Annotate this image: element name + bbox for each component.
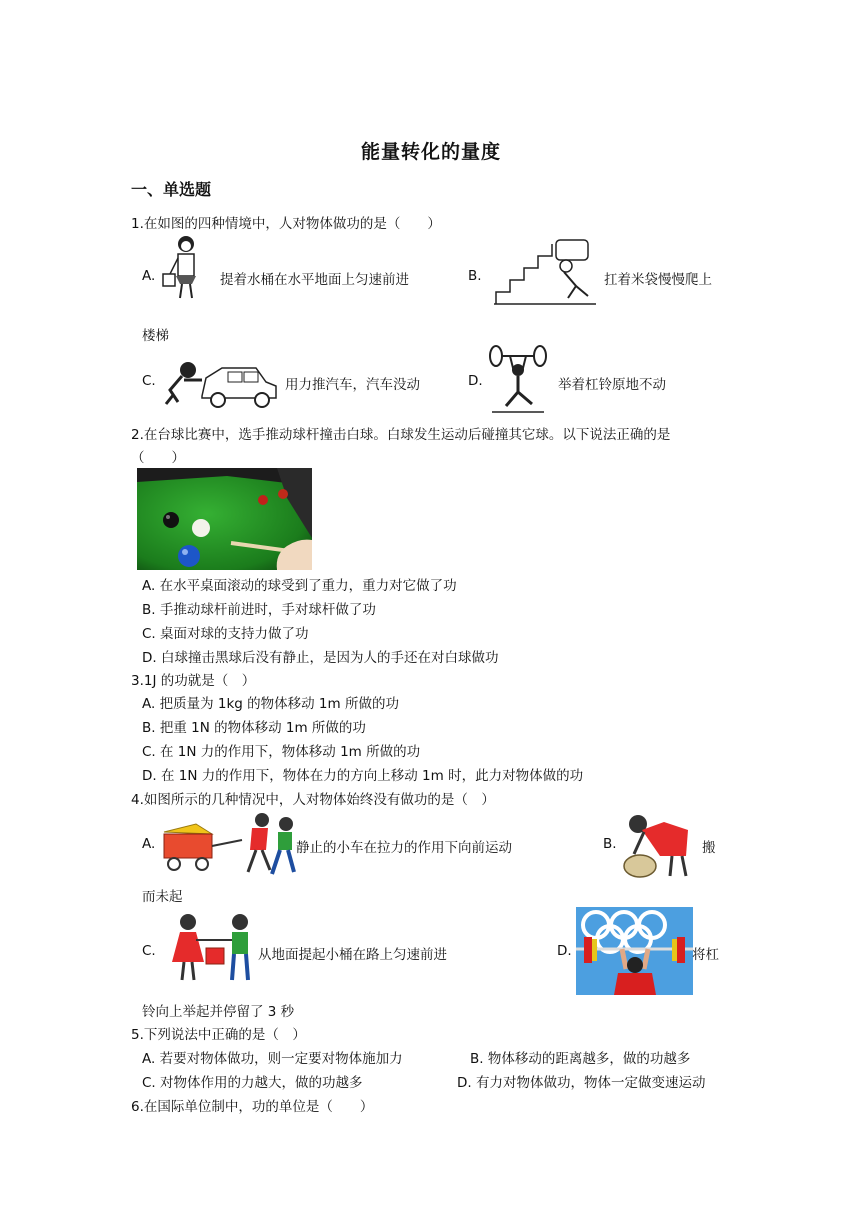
q4-option-b-text-cont: 而未起 <box>142 889 183 905</box>
q2-option-c: C. 桌面对球的支持力做了功 <box>142 626 309 642</box>
billiards-table-photo <box>137 468 312 570</box>
q3-option-a: A. 把质量为 1kg 的物体移动 1m 所做的功 <box>142 696 399 712</box>
q5-option-d: D. 有力对物体做功，物体一定做变速运动 <box>457 1075 706 1091</box>
q2-stem: 2.在台球比赛中，选手推动球杆撞击白球。白球发生运动后碰撞其它球。以下说法正确的是 <box>131 427 671 443</box>
q5-option-b: B. 物体移动的距离越多，做的功越多 <box>470 1051 691 1067</box>
q4-option-c-text: 从地面提起小桶在路上匀速前进 <box>258 947 447 963</box>
q4-option-b-text: 搬 <box>702 840 716 856</box>
q4-option-b-label: B. <box>603 836 617 852</box>
q4-stem: 4.如图所示的几种情况中，人对物体始终没有做功的是（ ） <box>131 792 495 808</box>
q4-option-a-text: 静止的小车在拉力的作用下向前运动 <box>296 840 512 856</box>
q1-option-b-label: B. <box>468 268 482 284</box>
q5-stem: 5.下列说法中正确的是（ ） <box>131 1027 306 1043</box>
q1-option-c-text: 用力推汽车，汽车没动 <box>285 377 420 393</box>
q2-option-b: B. 手推动球杆前进时，手对球杆做了功 <box>142 602 376 618</box>
q1-option-a-label: A. <box>142 268 156 284</box>
man-pushing-car-image <box>162 356 280 410</box>
q1-option-c-label: C. <box>142 373 156 389</box>
weightlifter-holding-barbell-image <box>488 344 548 414</box>
q1-option-a-text: 提着水桶在水平地面上匀速前进 <box>220 272 409 288</box>
q1-stem: 1.在如图的四种情境中，人对物体做功的是（ ） <box>131 216 441 232</box>
q5-option-c: C. 对物体作用的力越大，做的功越多 <box>142 1075 363 1091</box>
olympic-weightlifter-photo <box>576 907 693 995</box>
q3-option-d: D. 在 1N 力的作用下，物体在力的方向上移动 1m 时，此力对物体做的功 <box>142 768 584 784</box>
girl-lifting-rock-image <box>620 810 698 882</box>
q4-option-d-text-cont: 铃向上举起并停留了 3 秒 <box>142 1004 295 1020</box>
q1-option-b-text-cont: 楼梯 <box>142 328 169 344</box>
children-pulling-cart-image <box>156 810 296 880</box>
q4-option-a-label: A. <box>142 836 156 852</box>
q1-option-b-text: 扛着米袋慢慢爬上 <box>604 272 712 288</box>
q2-option-a: A. 在水平桌面滚动的球受到了重力，重力对它做了功 <box>142 578 457 594</box>
girl-carrying-bucket-image <box>160 234 212 302</box>
section-heading: 一、单选题 <box>131 180 212 199</box>
q4-option-c-label: C. <box>142 943 156 959</box>
q2-stem-cont: （ ） <box>131 450 185 466</box>
children-carrying-bucket-image <box>160 910 260 986</box>
q4-option-d-text: 将杠 <box>692 947 719 963</box>
q2-option-d: D. 白球撞击黑球后没有静止，是因为人的手还在对白球做功 <box>142 650 499 666</box>
man-carrying-rice-upstairs-image <box>492 236 598 306</box>
q1-option-d-text: 举着杠铃原地不动 <box>558 377 666 393</box>
q5-option-a: A. 若要对物体做功，则一定要对物体施加力 <box>142 1051 403 1067</box>
q3-stem: 3.1J 的功就是（ ） <box>131 673 256 689</box>
q6-stem: 6.在国际单位制中，功的单位是（ ） <box>131 1099 374 1115</box>
q3-option-c: C. 在 1N 力的作用下，物体移动 1m 所做的功 <box>142 744 421 760</box>
page-title: 能量转化的量度 <box>361 141 502 163</box>
q4-option-d-label: D. <box>557 943 572 959</box>
q3-option-b: B. 把重 1N 的物体移动 1m 所做的功 <box>142 720 366 736</box>
q1-option-d-label: D. <box>468 373 483 389</box>
